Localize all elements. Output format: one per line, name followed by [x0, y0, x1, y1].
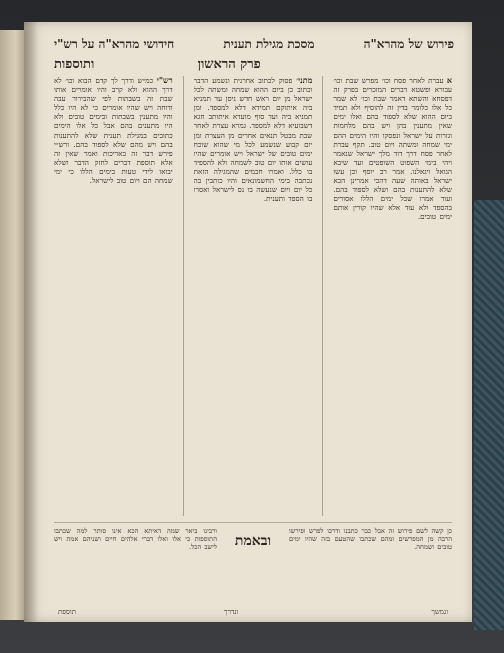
- chapter-title: פרק הראשון: [197, 57, 261, 72]
- column-divider: [183, 76, 184, 516]
- text-columns: [54, 76, 452, 516]
- cover-edge: [474, 200, 504, 630]
- column-left: [54, 76, 173, 516]
- column-middle-heading: מתני׳: [296, 76, 313, 85]
- column-middle-text: פסוק לכתוב אחרנית ונשמע הדבר וכתוב כן ביום ההוא שמחה ומשתה לכל ישראל מן יום ראש חדש ניסן עד תמניא ביה איתוקם תמידא דלא למספד. ומן תמניא ביה ועד סוף מועדא איתותב חגא דשבועיא דלא למספד. גמרא עצרת לאחר שבת מבטל תנאים אחרים מן העצרת ומן יום קבוע שנשמע לכל מי שהוא שוכח ימים טובים של ישראל ויש אומרים שהיו עושים אותו יום טוב לשמחה ולא להספיד בו כלל. ואמרו חכמים שהמגילה הזאת נכתבה בימי החשמונאים והיו כותבין בה כל יום ויום שנעשה בו נס לישראל ואסרו בו הספד ותענית.: [193, 76, 313, 204]
- running-header: [54, 34, 454, 54]
- spine-shadow: [24, 22, 38, 622]
- column-left-text: כמ״ש ודרך לך קדם הבוא וכו׳ לא דרך ההוא ולא קרב והיו אומרים אותו שבת זה בשבתות לפי שהבירור עבה ודוחה ויש שהיו אומרים כי לא היו כלל והיו מתענין בשבתות ובימים טובים ולא היו מתענים בהם אבל כל אלו הימים כתובים במגילת תענית שלא להתענות בהם ויש מהם שלא לספוד בהם. ורש״י פירש דבר זה באריכות ואמר שאין זה אלא תוספת דברים לחזק הדבר ושלא יבואו לידי טעות בימים הללו כי ימי שמחה הם ויום טוב לישראל.: [53, 76, 173, 186]
- catchword-left: תוספת: [58, 608, 76, 616]
- column-right-heading: א: [446, 76, 452, 85]
- column-right-text: עברת לאחר פסח וכו׳ מפרש שבת וכו׳ עבורא ופשטא דברים המזכרים בפרק זה דפסחא והשתא דאמר שבת וכו׳ לא שמר כל אלו כלומר בדין זה להוסיף ולא תמיד ביום ההוא שלא לספוד בהם ואלו ימים שאין מתענין בהן ויש בהם מלחמות וגזרות על ישראל ונפסקו והיו הימים ההם ימי שמחה ומשתה ויום טוב. תקף עברת לאחר פסח דרך דוד מלך ישראל שנאמר ויהי בימי השפוט השופטים ועד שיבא הגואל ויגאלנו. אמר רב יוסף וכן עשו ישראל באותה שעה דהכי אמרינן הכא שלא להתענות בהם ושלא לספוד בהם. ועוד אמרו שכל ימים הללו אסורים בהספד ולא עוד אלא שהיו קורין אותם ימים טובים.: [333, 76, 452, 222]
- bottom-left-text: ורבינו ביאר שמה דאיתא הכא אינו סותר למה שכתבו התוספות כי אלו ואלו דברי אלהים חיים ושניהם אמת ויש לישב הכל.: [54, 527, 217, 552]
- header-left-title: חידושי מהרא"ה על רש"י: [54, 36, 175, 51]
- book-page: [24, 22, 472, 622]
- column-left-heading: רש"י: [156, 76, 173, 85]
- column-middle: [194, 76, 313, 516]
- header-center-title: מסכת מגילת תענית: [223, 36, 315, 51]
- sub-header-left: ותוספות: [54, 57, 95, 72]
- bottom-commentary: [54, 522, 452, 607]
- column-divider: [322, 76, 323, 516]
- bottom-right-text: כן קשה לשם פירוש זה אבל כבר כתבנו ודרכו לפרש ופירשו הרבה מן המפרשים ומהם שכתבו שהטעם בזה שהיו ימים טובים ושמחה.: [289, 527, 452, 552]
- header-right-title: פירוש של מהרא"ה: [363, 36, 454, 51]
- catchword-right: ונמשך: [431, 608, 448, 616]
- bottom-heading: ובאמת: [234, 533, 272, 549]
- column-right: [333, 76, 452, 516]
- catchword-middle: ונדרך: [224, 608, 239, 616]
- sub-header: [54, 55, 454, 73]
- left-page-edge: [0, 30, 26, 620]
